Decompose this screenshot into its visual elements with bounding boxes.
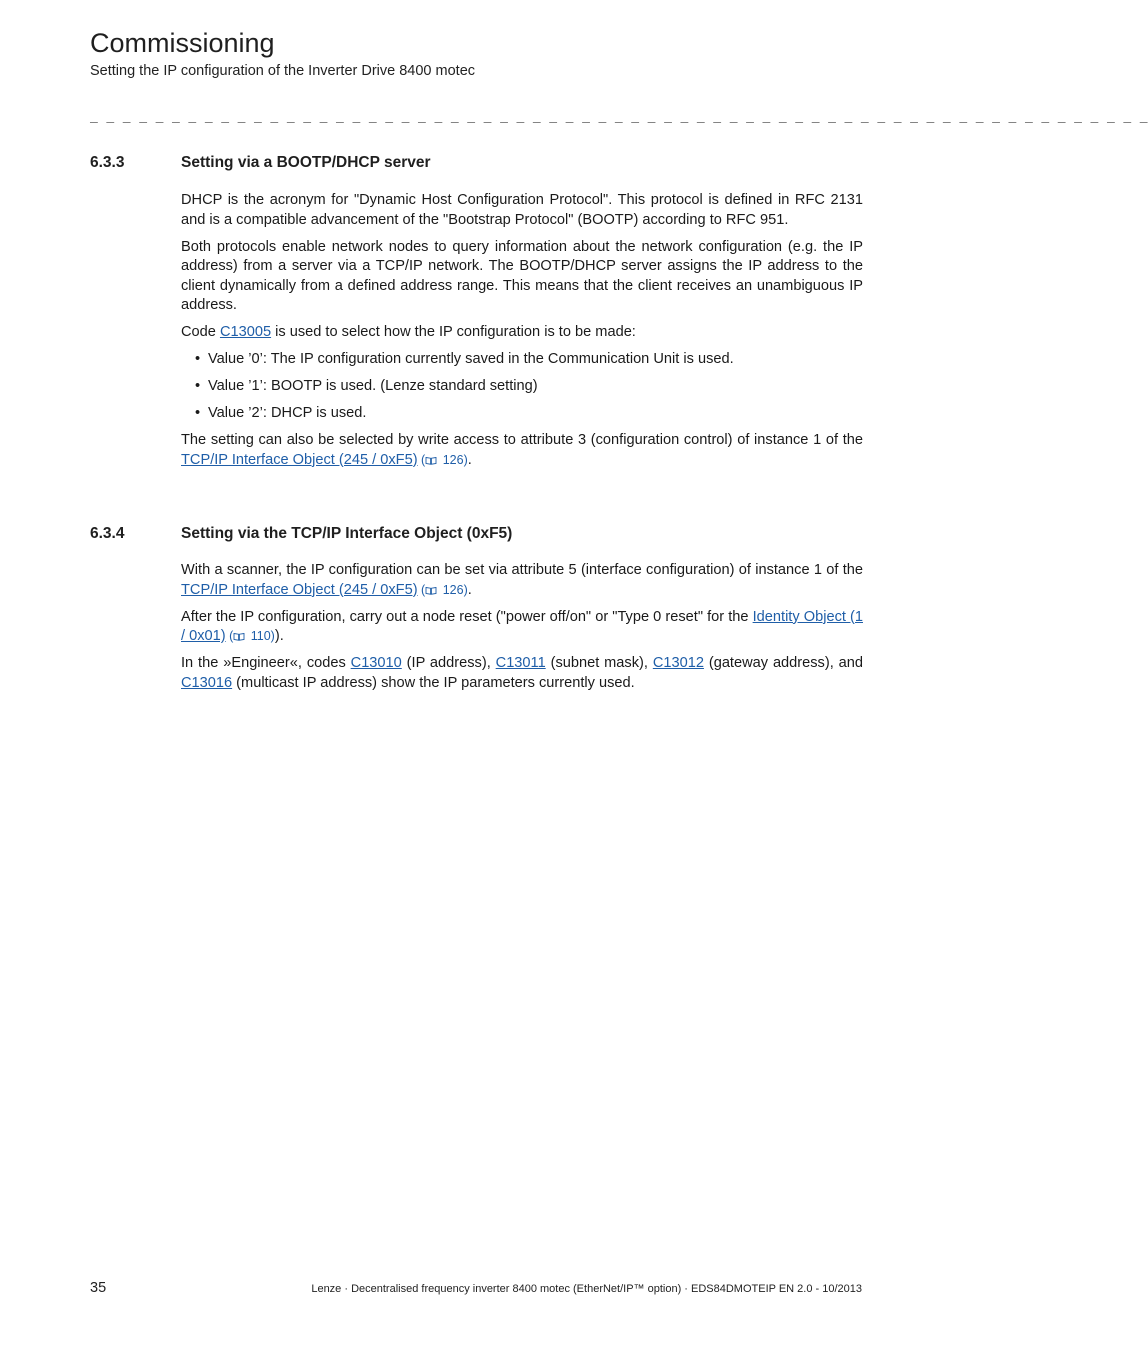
section-number: 6.3.3 [90,154,125,171]
page-subtitle: Setting the IP configuration of the Inverter Drive 8400 motec [90,63,476,79]
book-icon [425,456,437,465]
link-c13012[interactable]: C13012 [652,655,704,671]
paragraph-scanner [181,561,863,600]
link-c13005[interactable]: C13005 [219,324,272,340]
text: ) [270,629,275,643]
section-number: 6.3.4 [90,525,125,542]
paragraph-write-access [181,431,863,470]
page-reference[interactable] [418,583,468,597]
link-tcpip-interface-object[interactable]: TCP/IP Interface Object (245 / 0xF5) [181,581,418,598]
section-body-6-3-4 [181,561,863,701]
header-divider: _ _ _ _ _ _ _ _ _ _ _ _ _ _ _ _ _ _ _ _ _ _ _ _ _ _ _ _ _ _ _ _ _ _ _ _ _ _ _ _ _ _ _ _ _ _ _ _ _ _ _ _ _ _ _ _ _ _ _ _ _ _ _ _ _ [90,110,1148,125]
paragraph-node-reset [181,608,863,647]
value-list [181,350,863,424]
page-reference[interactable] [418,453,468,467]
page-number-ref: 126 [439,452,464,467]
page-number: 35 [90,1280,107,1296]
footer-text: Lenze · Decentralised frequency inverter 8400 motec (EtherNet/IP™ option) · EDS84DMOTEIP EN 2.0 - 10/2013 [311,1283,862,1295]
section-body-6-3-3 [181,191,863,478]
list-item: • Value ’0’: The IP configuration currently saved in the Communication Unit is used. [181,350,863,370]
text: ). [274,628,284,644]
text: . [467,581,472,598]
text: ( [417,452,426,467]
text: ) [463,582,468,597]
link-c13011[interactable]: C13011 [495,655,546,671]
page-reference[interactable] [226,629,275,643]
book-icon [425,586,437,595]
paragraph-protocols: Both protocols enable network nodes to query information about the network configuration (e.g. the IP address) from a server via a TCP/IP network. The BOOTP/DHCP server assigns the IP address to the client dynamically from a defined address range. This means that the client receives an unambiguous IP address. [181,238,863,313]
section-title: Setting via the TCP/IP Interface Object (0xF5) [181,525,513,542]
text: The setting can also be selected by write access to attribute 3 (configuration control) of instance 1 of the [181,432,863,448]
page-number-ref: 110 [247,629,271,643]
link-c13016[interactable]: C13016 [181,674,233,691]
list-item: • Value ’2’: DHCP is used. [181,404,863,424]
list-item: • Value ’1’: BOOTP is used. (Lenze standard setting) [181,377,863,397]
section-heading-6-3-3 [90,154,431,172]
section-heading-6-3-4 [90,525,512,543]
page-number-ref: 126 [439,582,464,597]
text: Code [181,324,220,340]
book-icon [233,632,245,641]
section-title: Setting via a BOOTP/DHCP server [181,154,431,171]
text: (multicast IP address) show the IP parameters currently used. [232,674,635,691]
text: (IP address), [401,655,496,671]
text: With a scanner, the IP configuration can be set via attribute 5 (interface configuration) of instance 1 of the [181,562,863,578]
page-title: Commissioning [90,28,275,58]
text: . [467,451,472,468]
paragraph-dhcp-definition: DHCP is the acronym for "Dynamic Host Configuration Protocol". This protocol is defined in RFC 2131 and is a compatible advancement of the "Bootstrap Protocol" (BOOTP) according to RFC 951. [181,192,863,228]
text: (gateway address), and [703,655,864,671]
paragraph-engineer-codes [181,654,863,693]
text: In the »Engineer«, codes [181,655,351,671]
text: ) [463,452,468,467]
link-c13010[interactable]: C13010 [350,655,402,671]
text: ( [417,582,426,597]
link-identity-object[interactable]: Identity Object (1 / 0x01) [181,608,863,644]
text: is used to select how the IP configuration is to be made: [271,324,636,340]
text: ( [225,629,234,643]
link-tcpip-interface-object[interactable]: TCP/IP Interface Object (245 / 0xF5) [181,451,418,468]
text: (subnet mask), [545,655,653,671]
text: After the IP configuration, carry out a node reset ("power off/on" or "Type 0 reset" for the [181,608,753,625]
paragraph-code-select [181,323,863,343]
